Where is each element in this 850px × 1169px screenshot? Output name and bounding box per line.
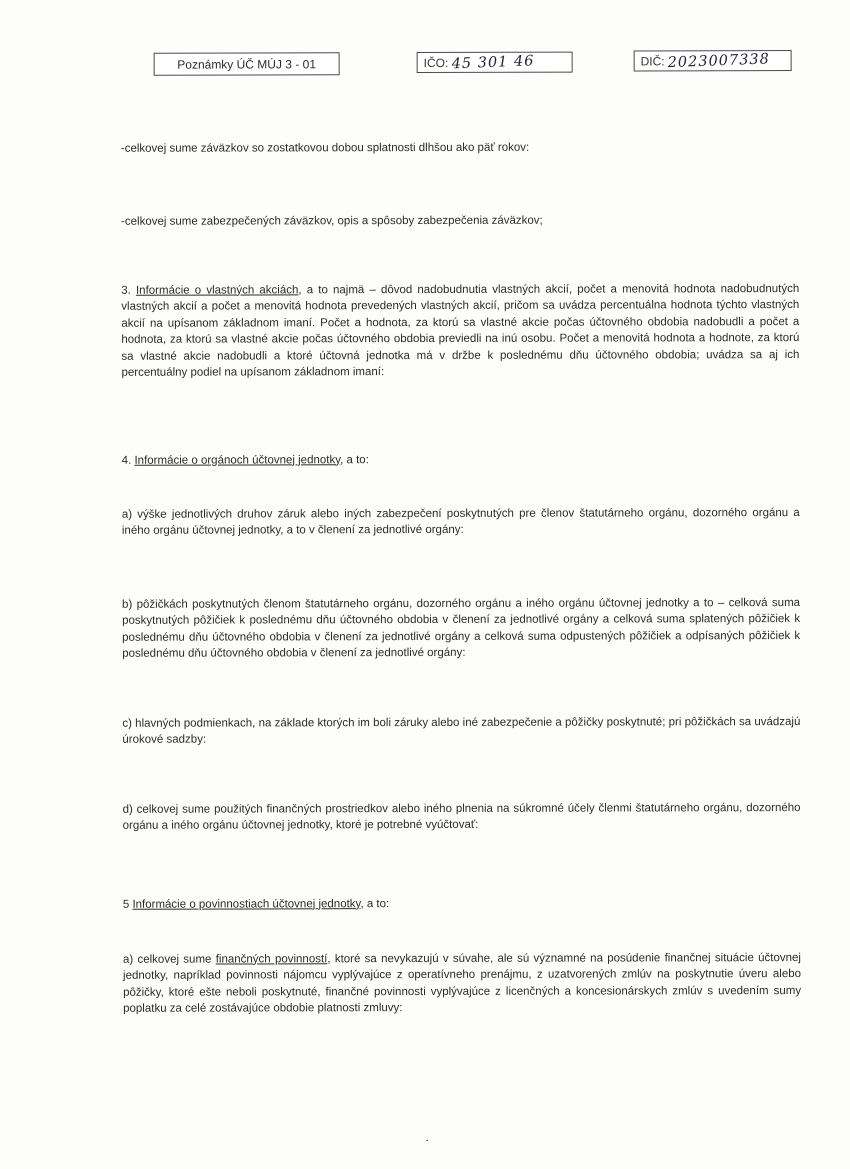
paragraph-text: a) celkovej sume (122, 953, 216, 966)
dic-handwritten-value: 2023007338 (667, 50, 771, 71)
paragraph-item4b-loans (122, 595, 800, 663)
paragraph-text: c) hlavných podmienkach, na základe ktorých im boli záruky alebo iné zabezpečenie a pôžičky poskytnuté; pri pôžičkách sa uvádzajú úrokové sadzby: (122, 715, 801, 746)
paragraph-heading-underlined: Informácie o orgánoch účtovnej jednotky (134, 453, 341, 467)
paragraph-number: 3. (121, 284, 136, 297)
paragraph-item4a-guarantees (122, 505, 800, 540)
paragraph-secured-liabilities (121, 212, 801, 230)
dic-field-box (634, 50, 792, 71)
ico-handwritten-value: 45 301 46 (451, 52, 535, 72)
paragraph-text: -celkovej sume záväzkov so zostatkovou dobou splatnosti dlhšou ako päť rokov: (120, 141, 530, 155)
paragraph-item5a-financial-obligations (123, 950, 801, 1018)
paragraph-text: a) výške jednotlivých druhov záruk alebo iných zabezpečení poskytnutých pre členov štatutárneho orgánu, dozorného orgánu a iného orgánu účtovnej jednotky, a to v členení za jednotlivé orgány: (121, 506, 800, 537)
form-title: Poznámky ÚČ MÚJ 3 - 01 (177, 56, 316, 72)
paragraph-text: , a to: (360, 897, 390, 910)
paragraph-underlined: finančných povinností (215, 952, 328, 966)
paragraph-text: -celkovej sume zabezpečených záväzkov, opis a spôsoby zabezpečenia záväzkov; (121, 214, 543, 228)
paragraph-item4d-private-use (123, 800, 801, 835)
paragraph-text: b) pôžičkách poskytnutých členom štatutárneho orgánu, dozorného orgánu a iného orgánu účtovnej jednotky a to – celková suma poskytnutých pôžičiek k poslednému dňu účtovného obdobia v členení za jednotlivé orgány a celková suma splatených pôžičiek k poslednému dňu účtovného obdobia v členení za jednotlivé orgány a celková suma odpustených pôžičiek a odpísaných pôžičiek k poslednému dňu účtovného obdobia v členení za jednotlivé orgány: (122, 596, 801, 660)
dic-label: DIČ: (640, 53, 665, 68)
paragraph-number: 4. (121, 454, 135, 467)
paragraph-heading-underlined: Informácie o povinnostiach účtovnej jednotky (132, 897, 361, 911)
paragraph-text: , ktoré sa nevykazujú v súvahe, ale sú významné na posúdenie finančnej situácie účtovnej jednotky, napríklad povinnosti nájomcu vyplývajúce z operatívneho prenájmu, z uzatvorených zmlúv na poskytnutie úveru alebo pôžičky, ktoré ešte neboli poskytnuté, finančné povinnosti vyplývajúce z licenčných a koncesionárskych zmlúv s uvedením sumy poplatku za celé zostávajúce obdobie platnosti zmluvy: (123, 951, 802, 1015)
paragraph-item4-company-bodies (122, 451, 802, 469)
paragraph-liabilities-over-five-years (121, 139, 801, 157)
ico-field-box (417, 52, 573, 73)
form-title-box (154, 52, 340, 75)
paragraph-number: 5 (122, 898, 133, 911)
paragraph-item3-own-shares (121, 281, 799, 382)
paragraph-item5-obligations (123, 895, 803, 913)
paragraph-text: d) celkovej sume použitých finančných prostriedkov alebo iného plnenia na súkromné účely členmi štatutárneho orgánu, dozorného orgánu a iného orgánu účtovnej jednotky, ktoré je potrebné vyúčtovať: (122, 801, 801, 832)
stray-period-mark: . (425, 1129, 429, 1145)
paragraph-text: , a to: (340, 453, 369, 466)
paragraph-heading-underlined: Informácie o vlastných akciách (135, 283, 299, 297)
paragraph-text: , a to najmä – dôvod nadobudnutia vlastných akcií, počet a menovitá hodnota nadobudnutých vlastných akcií a počet a menovitá hodnota prevedených vlastných akcií, pričom sa uvádza percentuálna hodnota týchto vlastných akcií na upísanom základnom imaní. Počet a hodnota, za ktorú sa vlastné akcie počas účtovného obdobia nadobudli a počet a hodnota, za ktorú sa vlastné akcie počas účtovného obdobia previedli na inú osobu. Počet a menovitá hodnota a hodnote, za ktorú sa vlastné akcie nadobudli a ktoré účtovná jednotka má v držbe k poslednému dňu účtovného obdobia; uvádza sa aj ich percentuálny podiel na upísanom základnom imaní: (121, 282, 800, 380)
paragraph-item4c-conditions (122, 714, 800, 749)
ico-label: IČO: (423, 55, 449, 70)
